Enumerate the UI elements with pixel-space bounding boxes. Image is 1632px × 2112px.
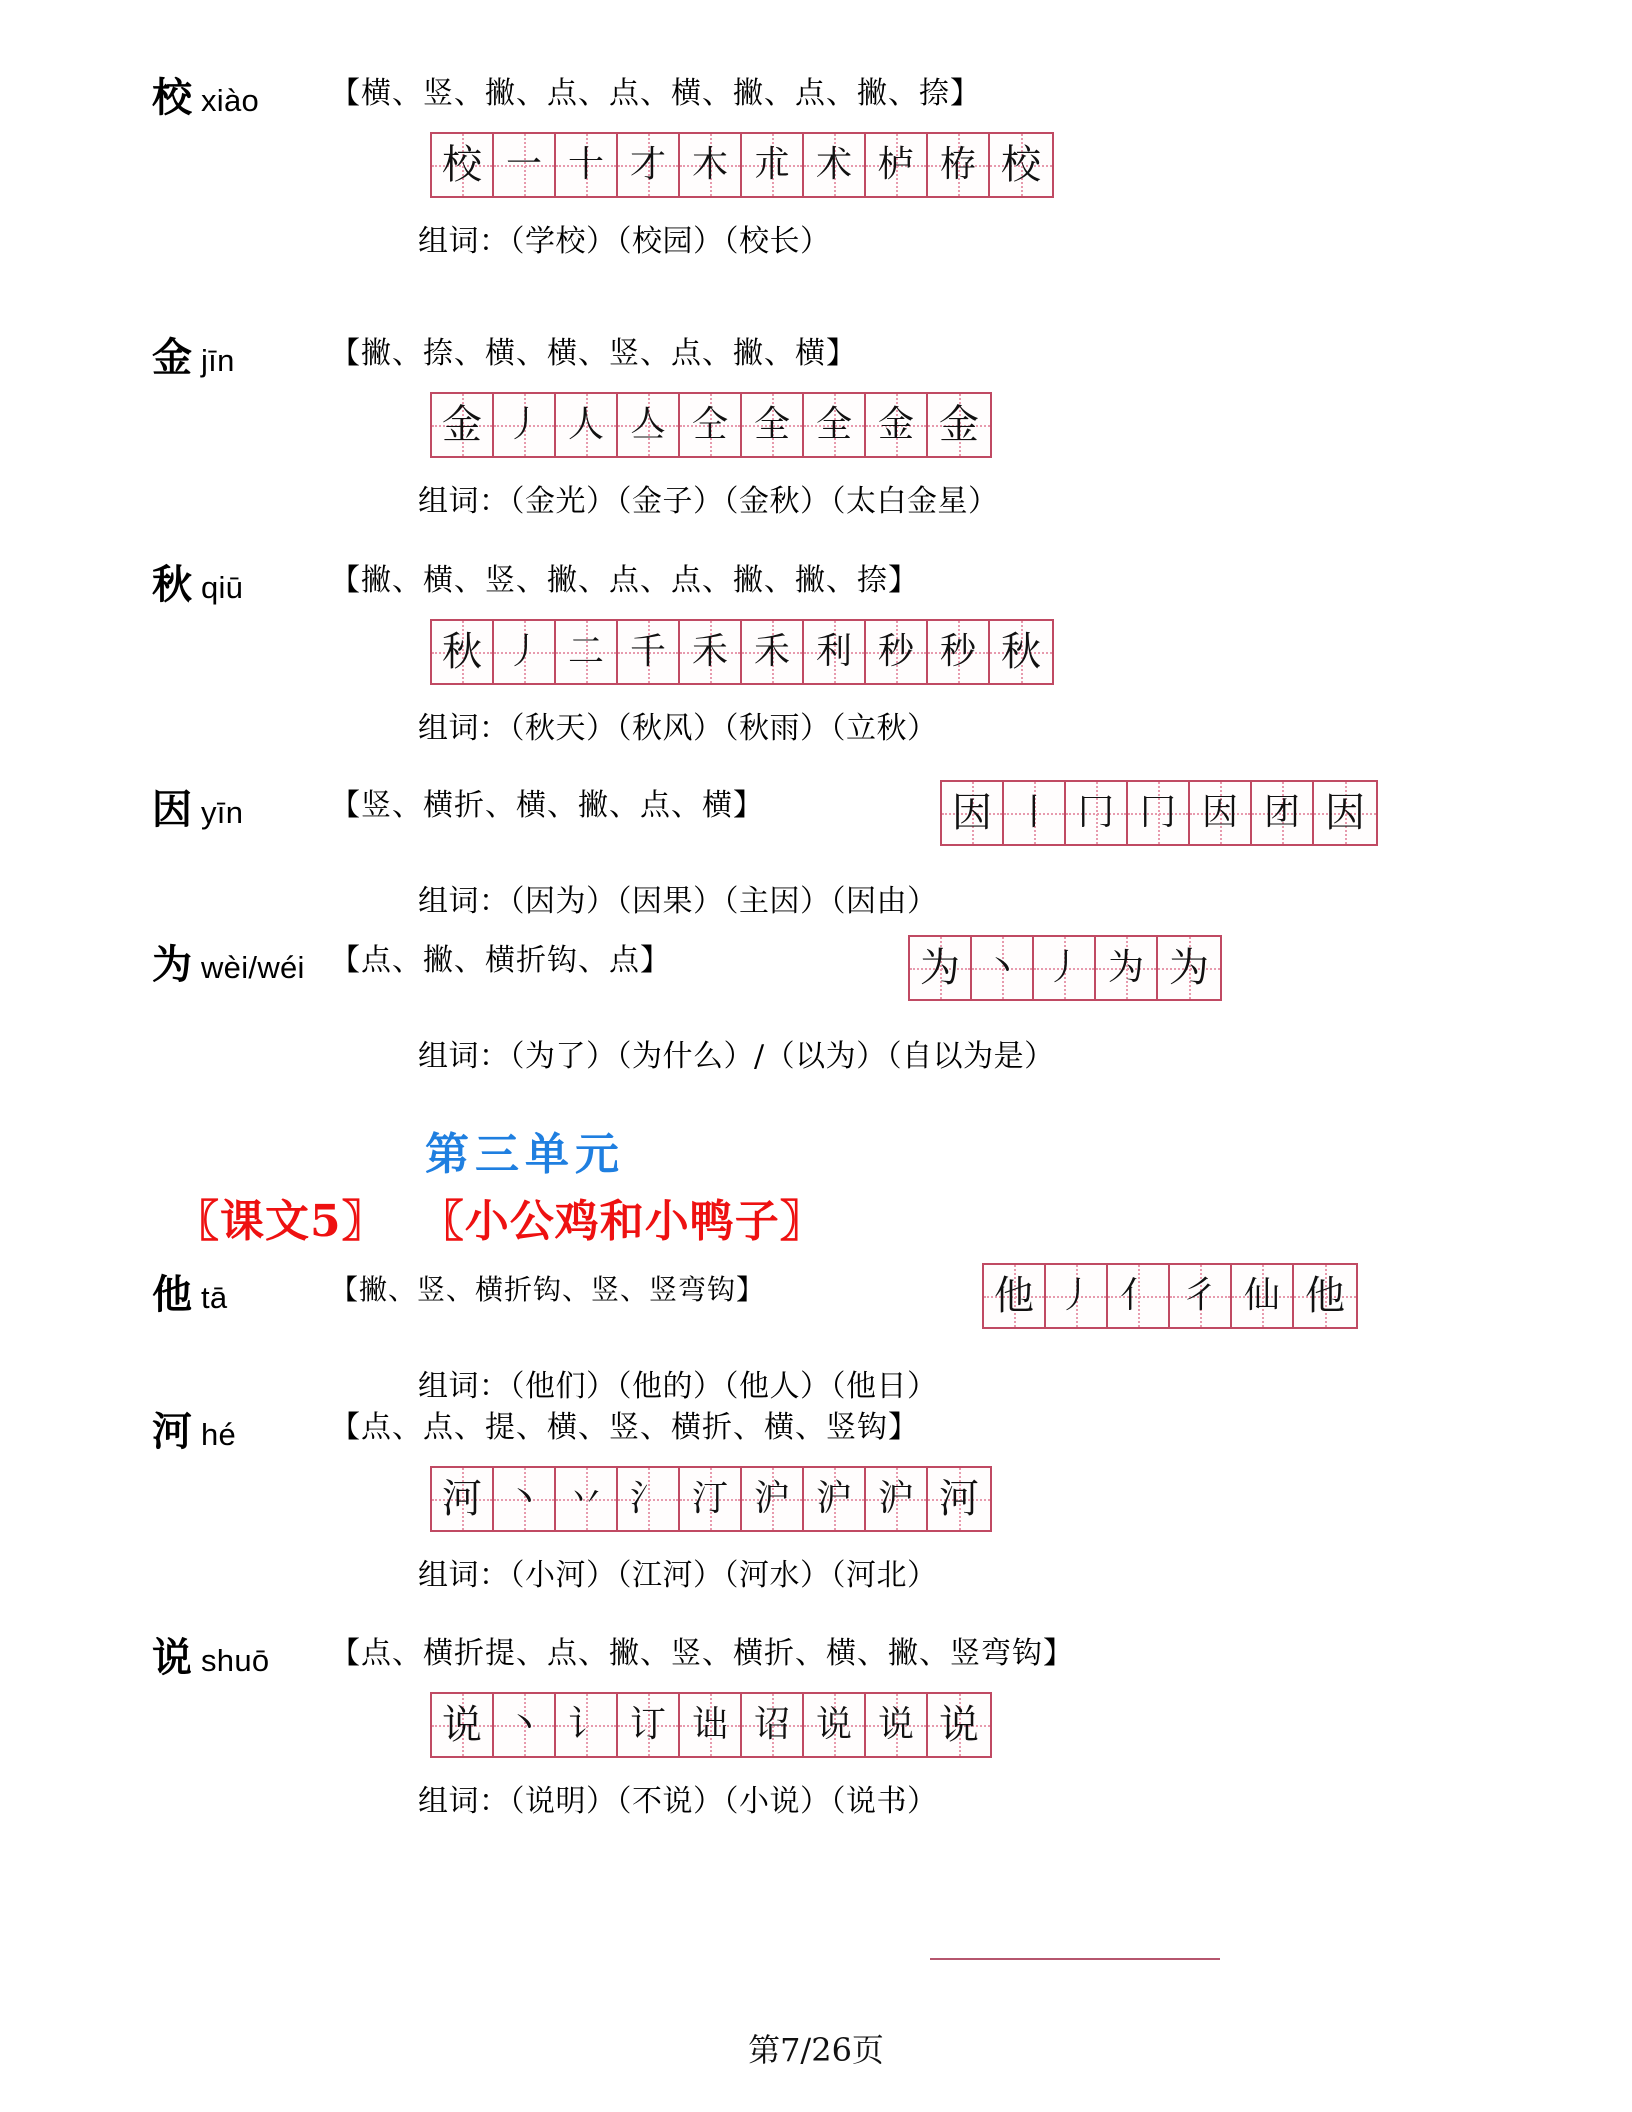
entry-header: [0, 1634, 1632, 1681]
example-words: 组词：（学校）（校园）（校长）: [418, 224, 831, 259]
grid-cell: [866, 394, 928, 456]
grid-cell: [680, 134, 742, 196]
grid-cell-glyph: 讠: [567, 1704, 604, 1745]
character-entry-xiao: [0, 74, 1632, 260]
character-pinyin: xiào: [201, 83, 260, 118]
stroke-grid: [430, 619, 1054, 685]
grid-cell-glyph: 为: [1169, 945, 1209, 991]
grid-cell-glyph: 他: [1305, 1273, 1345, 1319]
character-glyph: 秋: [152, 561, 192, 608]
grid-cell: [432, 134, 494, 196]
character-glyph: 因: [152, 786, 192, 833]
grid-cell-glyph: 丶: [983, 947, 1020, 988]
grid-cell: [618, 621, 680, 683]
character-label: [0, 1271, 230, 1318]
grid-cell: [928, 394, 990, 456]
stroke-grid-row: [0, 132, 1632, 198]
grid-cell: [1096, 937, 1158, 999]
grid-cell: [680, 394, 742, 456]
grid-cell-glyph: 因: [952, 790, 992, 836]
character-entry-qiu: [0, 561, 1632, 747]
grid-cell: [618, 1694, 680, 1756]
character-entry-ta: [0, 1271, 1632, 1405]
grid-cell-glyph: 利: [815, 631, 852, 672]
grid-cell-glyph: 一: [505, 144, 542, 185]
grid-cell: [680, 1468, 742, 1530]
grid-cell: [928, 1468, 990, 1530]
entry-header: [0, 561, 1632, 608]
grid-cell: [742, 1694, 804, 1756]
stroke-grid: [908, 935, 1222, 1001]
character-pinyin: shuō: [201, 1643, 270, 1678]
stroke-order-text: 【点、横折提、点、撇、竖、横折、横、撇、竖弯钩】: [330, 1636, 1074, 1671]
grid-cell: [1314, 782, 1376, 844]
entry-header: [0, 74, 1632, 121]
grid-cell-glyph: 丨: [1015, 792, 1052, 833]
stroke-grid: [940, 780, 1378, 846]
grid-cell: [866, 1468, 928, 1530]
grid-cell-glyph: 冂: [1139, 792, 1176, 833]
entry-header: [0, 941, 1632, 988]
grid-cell-glyph: 秋: [1001, 629, 1041, 675]
grid-cell: [494, 1694, 556, 1756]
grid-cell: [1034, 937, 1096, 999]
character-entry-wei: [0, 941, 1632, 1075]
entry-header: [0, 786, 1632, 833]
example-words: 组词：（因为）（因果）（主因）（因由）: [418, 884, 938, 919]
grid-cell: [742, 621, 804, 683]
grid-cell: [494, 1468, 556, 1530]
grid-cell-glyph: 仝: [691, 404, 728, 445]
grid-cell: [910, 937, 972, 999]
grid-cell: [1108, 1265, 1170, 1327]
grid-cell-glyph: 栌: [877, 144, 914, 185]
lesson-tag: 〖课文5〗: [175, 1196, 387, 1247]
lesson-name: 〖小公鸡和小鸭子〗: [419, 1196, 825, 1247]
grid-cell-glyph: 丿: [505, 631, 542, 672]
grid-cell: [618, 134, 680, 196]
character-label: [0, 1634, 270, 1681]
stroke-order-text: 【撇、捺、横、横、竖、点、撇、横】: [330, 336, 857, 371]
grid-cell-glyph: 朮: [753, 144, 790, 185]
stroke-order-text: 【竖、横折、横、撇、点、横】: [330, 788, 764, 823]
grid-cell-glyph: 团: [1263, 792, 1300, 833]
grid-cell: [928, 621, 990, 683]
entry-header: [0, 1271, 1632, 1319]
character-pinyin: yīn: [201, 795, 244, 830]
grid-cell: [618, 1468, 680, 1530]
grid-cell-glyph: 亼: [629, 404, 666, 445]
character-glyph: 河: [152, 1408, 192, 1455]
grid-cell: [804, 621, 866, 683]
grid-cell-glyph: 诏: [753, 1704, 790, 1745]
grid-cell-glyph: 术: [815, 144, 852, 185]
grid-cell-glyph: 才: [629, 144, 666, 185]
grid-cell: [1190, 782, 1252, 844]
grid-cell-glyph: 禾: [753, 631, 790, 672]
grid-cell-glyph: 为: [1107, 947, 1144, 988]
grid-cell: [1066, 782, 1128, 844]
grid-cell-glyph: 因: [1325, 790, 1365, 836]
grid-cell-glyph: 丿: [1057, 1275, 1094, 1316]
grid-cell: [1046, 1265, 1108, 1327]
grid-cell: [494, 394, 556, 456]
grid-cell: [556, 134, 618, 196]
grid-cell: [1158, 937, 1220, 999]
character-glyph: 校: [152, 74, 192, 121]
character-pinyin: tā: [201, 1280, 228, 1315]
grid-cell: [804, 394, 866, 456]
example-words: 组词：（为了）（为什么）/（以为）（自以为是）: [418, 1039, 1055, 1074]
stroke-grid: [430, 392, 992, 458]
grid-cell-glyph: 校: [442, 142, 482, 188]
grid-cell-glyph: 说: [815, 1704, 852, 1745]
character-label: [0, 786, 244, 833]
character-label: [0, 1408, 237, 1455]
example-words: 组词：（他们）（他的）（他人）（他日）: [418, 1369, 938, 1404]
stroke-order-text: 【撇、横、竖、撇、点、点、撇、撇、捺】: [330, 563, 919, 598]
grid-cell-glyph: 氵: [629, 1478, 666, 1519]
stroke-grid: [982, 1263, 1358, 1329]
grid-cell-glyph: 说: [442, 1702, 482, 1748]
grid-cell: [928, 134, 990, 196]
character-entry-shuo: [0, 1634, 1632, 1820]
stroke-grid-row: [0, 1466, 1632, 1532]
grid-cell: [742, 394, 804, 456]
grid-cell-glyph: 丶: [505, 1478, 542, 1519]
stroke-grid: [430, 1466, 992, 1532]
grid-cell-glyph: 说: [939, 1702, 979, 1748]
grid-cell-glyph: 金: [442, 402, 482, 448]
grid-cell-glyph: 冂: [1077, 792, 1114, 833]
grid-cell-glyph: 千: [629, 631, 666, 672]
character-label: [0, 334, 235, 381]
grid-cell: [942, 782, 1004, 844]
example-words: 组词：（金光）（金子）（金秋）（太白金星）: [418, 484, 999, 519]
footer-divider: [930, 1958, 1220, 1960]
grid-cell-glyph: 丶: [505, 1704, 542, 1745]
grid-cell: [1252, 782, 1314, 844]
character-pinyin: wèi/wéi: [201, 950, 305, 985]
grid-cell-glyph: 河: [939, 1476, 979, 1522]
grid-cell-glyph: 彳: [1181, 1275, 1218, 1316]
character-label: [0, 74, 260, 121]
grid-cell-glyph: 金: [877, 404, 914, 445]
lesson-heading: [175, 1185, 825, 1249]
grid-cell-glyph: 河: [442, 1476, 482, 1522]
stroke-grid-row: [0, 392, 1632, 458]
grid-cell-glyph: 沪: [815, 1478, 852, 1519]
character-entry-yin: [0, 786, 1632, 920]
grid-cell: [804, 1694, 866, 1756]
character-pinyin: jīn: [201, 343, 235, 378]
grid-cell: [804, 1468, 866, 1530]
grid-cell: [866, 1694, 928, 1756]
grid-cell-glyph: 他: [994, 1273, 1034, 1319]
grid-cell-glyph: 全: [753, 404, 790, 445]
grid-cell: [1170, 1265, 1232, 1327]
grid-cell-glyph: 汀: [691, 1478, 728, 1519]
stroke-order-text: 【点、点、提、横、竖、横折、横、竖钩】: [330, 1410, 919, 1445]
grid-cell-glyph: 校: [1001, 142, 1041, 188]
grid-cell: [556, 394, 618, 456]
grid-cell: [1004, 782, 1066, 844]
character-glyph: 金: [152, 334, 192, 381]
grid-cell: [804, 134, 866, 196]
character-glyph: 为: [152, 941, 192, 988]
character-label: [0, 941, 305, 988]
grid-cell-glyph: 亻: [1119, 1275, 1156, 1316]
character-entry-jin: [0, 334, 1632, 520]
character-pinyin: qiū: [201, 570, 244, 605]
grid-cell: [1294, 1265, 1356, 1327]
grid-cell-glyph: 订: [629, 1704, 666, 1745]
character-glyph: 他: [152, 1271, 192, 1318]
grid-cell: [432, 394, 494, 456]
grid-cell-glyph: 诎: [691, 1704, 728, 1745]
stroke-order-text: 【点、撇、横折钩、点】: [330, 943, 671, 978]
grid-cell: [972, 937, 1034, 999]
character-label: [0, 561, 244, 608]
grid-cell: [990, 621, 1052, 683]
grid-cell-glyph: 沪: [877, 1478, 914, 1519]
character-glyph: 说: [152, 1634, 192, 1681]
stroke-order-text: 【撇、竖、横折钩、竖、竖弯钩】: [330, 1273, 766, 1306]
grid-cell: [494, 621, 556, 683]
grid-cell-glyph: 十: [567, 144, 604, 185]
grid-cell: [432, 1694, 494, 1756]
grid-cell-glyph: 因: [1201, 792, 1238, 833]
grid-cell: [618, 394, 680, 456]
stroke-grid-row: [0, 1692, 1632, 1758]
grid-cell: [866, 621, 928, 683]
grid-cell-glyph: 二: [567, 631, 604, 672]
grid-cell: [680, 1694, 742, 1756]
grid-cell-glyph: 禾: [691, 631, 728, 672]
grid-cell-glyph: 金: [939, 402, 979, 448]
entry-header: [0, 1408, 1632, 1455]
grid-cell: [1128, 782, 1190, 844]
stroke-grid: [430, 132, 1054, 198]
stroke-grid-row: [0, 619, 1632, 685]
example-words: 组词：（秋天）（秋风）（秋雨）（立秋）: [418, 711, 938, 746]
character-pinyin: hé: [201, 1417, 237, 1452]
grid-cell: [432, 621, 494, 683]
grid-cell: [556, 621, 618, 683]
grid-cell-glyph: 秋: [442, 629, 482, 675]
stroke-grid: [430, 1692, 992, 1758]
grid-cell: [742, 134, 804, 196]
grid-cell-glyph: 仙: [1243, 1275, 1280, 1316]
grid-cell: [432, 1468, 494, 1530]
character-entry-he: [0, 1408, 1632, 1594]
stroke-order-text: 【横、竖、撇、点、点、横、撇、点、撇、捺】: [330, 76, 981, 111]
entry-header: [0, 334, 1632, 381]
grid-cell-glyph: 为: [920, 945, 960, 991]
grid-cell-glyph: 丿: [1045, 947, 1082, 988]
unit-heading: 第三单元: [425, 1129, 625, 1180]
grid-cell: [984, 1265, 1046, 1327]
grid-cell: [990, 134, 1052, 196]
example-words: 组词：（说明）（不说）（小说）（说书）: [418, 1784, 938, 1819]
grid-cell-glyph: 木: [691, 144, 728, 185]
grid-cell: [556, 1694, 618, 1756]
grid-cell-glyph: 全: [815, 404, 852, 445]
grid-cell-glyph: 人: [567, 404, 604, 445]
grid-cell-glyph: 栫: [939, 144, 976, 185]
grid-cell: [556, 1468, 618, 1530]
grid-cell-glyph: 说: [877, 1704, 914, 1745]
grid-cell: [928, 1694, 990, 1756]
grid-cell: [494, 134, 556, 196]
example-words: 组词：（小河）（江河）（河水）（河北）: [418, 1558, 938, 1593]
grid-cell-glyph: 秒: [939, 631, 976, 672]
grid-cell: [1232, 1265, 1294, 1327]
grid-cell: [742, 1468, 804, 1530]
grid-cell-glyph: 丿: [505, 404, 542, 445]
grid-cell: [680, 621, 742, 683]
page-number: 第7/26页: [748, 2031, 884, 2069]
grid-cell: [866, 134, 928, 196]
grid-cell-glyph: 丷: [567, 1478, 604, 1519]
grid-cell-glyph: 秒: [877, 631, 914, 672]
grid-cell-glyph: 沪: [753, 1478, 790, 1519]
